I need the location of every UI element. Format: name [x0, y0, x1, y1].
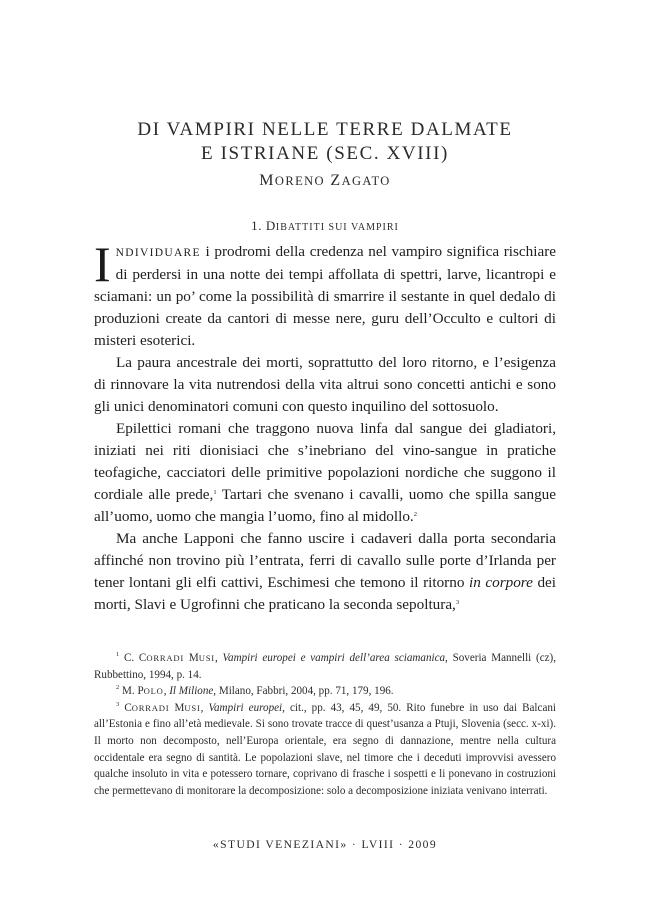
author-last-initial: Z — [330, 172, 342, 189]
author-first-initial: M — [259, 172, 275, 189]
paragraph — [94, 418, 556, 528]
drop-cap: I — [94, 236, 111, 292]
footnote-number: 1 — [116, 651, 120, 658]
article-title-line-2: E ISTRIANE (SEC. XVIII) — [201, 143, 449, 164]
footnote-author: C — [124, 701, 132, 714]
footnote-text: , Milano, Fabbri, 2004, pp. 71, 179, 196. — [213, 685, 394, 698]
paragraph-text: Epilettici romani che traggono nuova linfa dal sangue dei gladiatori, iniziati nei riti dionisiaci che s’inebriano del vino-sangue in pratiche teofagiche, cacciatori delle primitive popolazioni nordiche che suggono il cordiale alle prede, — [94, 420, 556, 503]
paragraph-text: Ma anche Lapponi che fanno uscire i cadaveri dalla porta secondaria affinché non trovino più l’entrata, ferri di cavallo sulle porte d’Irlanda per tener lontani gli elfi cattivi, Eschimesi che temono il ritorno — [94, 530, 556, 591]
footnote-ref[interactable]: 3 — [455, 599, 460, 606]
footnote-title: Vampiri europei e vampiri dell’area sciamanica — [222, 652, 446, 664]
footnote-author: M. P — [122, 685, 144, 698]
footnotes — [94, 650, 556, 799]
footnote: $^2$ M. POLO, Il Milione, Milano, Fabbri, 2004, pp. 71, 179, 196. — [116, 684, 394, 698]
paragraph-text: i prodromi della credenza nel vampiro significa rischiare di perdersi in una notte dei tempi affollata di spettri, larve, licantropi e sciamani: un po’ come la possibilità di smarrire il sestante in quel dedalo di produzioni create da cantori di messe nere, guru dell’Occulto e cultori di misteri esoterici. — [94, 243, 556, 349]
section-title-rest: IBATTITI SUI VAMPIRI — [275, 222, 399, 233]
article-author — [0, 172, 650, 190]
footnote-author: M — [169, 701, 185, 714]
footnote-title: Il Milione — [169, 685, 214, 698]
footnote-number: 3 — [116, 700, 120, 708]
footnote-text: , Soveria Mannelli (cz), Rubbettino, 1994, p. 14. — [94, 652, 557, 681]
paragraph — [94, 528, 556, 616]
paragraph-text: Tartari che svenano i cavalli, uomo che spilla sangue all’uomo, uomo che mangia l’uomo, fino al midollo. — [94, 486, 556, 525]
author-last-rest: AGATO — [341, 174, 391, 188]
footnote: $^3$ CORRADI MUSI, Vampiri europei, cit., pp. 43, 45, 49, 50. Rito funebre in uso dai Balcani all’Estonia e fino all’età medievale. Si sono trovate tracce di quest’usanza a Ptuji, Slovenia (secc. x-xi). Il morto non decomposto, nell’Europa orientale, era segno di dannazione, mentre nella cultura occidentale era segno di santità. Le popolazioni slave, nel timore che i deceduti improvvisi avessero qualche insoluto in vita e potessero tornare, coprivano di frasche i sospetti e li ponevano in costruzioni che permettevano di monitorare la decomposizione: solo a decomposizione iniziata venivano interrati. — [94, 700, 556, 797]
article-body — [94, 236, 557, 616]
section-title-initial: D — [265, 218, 276, 233]
footnote: $^1$ C. CORRADI MUSI, Vampiri europei e vampiri dell’area sciamanica, Soveria Mannelli (cz), Rubbettino, 1994, p. 14. — [94, 651, 557, 681]
opening-small-caps: NDIVIDUARE — [115, 247, 201, 259]
footnote-author-sc: ORRADI — [146, 653, 185, 663]
footnote-author-sc: OLO — [143, 686, 164, 697]
italic-phrase: in corpore — [468, 574, 533, 591]
author-first-rest: ORENO — [274, 174, 325, 188]
footnote-author-sc: USI — [198, 653, 215, 663]
article-title-line-1: DI VAMPIRI NELLE TERRE DALMATE — [137, 119, 513, 140]
footnote-author-sc: ORRADI — [131, 702, 170, 713]
footnote-ref[interactable]: 2 — [413, 511, 417, 518]
footnote-author: M — [184, 652, 199, 664]
footnote-ref[interactable]: 1 — [213, 489, 217, 496]
footnote-number: 2 — [116, 684, 120, 692]
paragraph — [94, 236, 556, 352]
footnote-author-sc: USI — [184, 702, 201, 713]
footnote-text: , cit., pp. 43, 45, 49, 50. Rito funebre in uso dai Balcani all’Estonia e fino all’età medievale. Si sono trovate tracce di quest’usanza a Ptuji, Slovenia (secc. x-xi). Il morto non decomposto, nell’Europa orientale, era segno di dannazione, mentre nella cultura occidentale era segno di santità. Le popolazioni slave, nel timore che i deceduti improvvisi avessero qualche insoluto in vita e potessero tornare, coprivano di frasche i sospetti e li ponevano in costruzioni che permettevano di monitorare la decomposizione: solo a decomposizione iniziata venivano interrati. — [94, 701, 556, 797]
paragraph: La paura ancestrale dei morti, soprattutto del loro ritorno, e l’esigenza di rinnovare la vita nutrendosi della vita altrui sono concetti antichi e sono gli unici denominatori comuni con questo inquilino del sottosuolo. — [94, 354, 556, 415]
section-number: 1. — [251, 218, 263, 233]
section-heading — [0, 218, 650, 234]
running-footer: «STUDI VENEZIANI» · LVIII · 2009 — [212, 838, 438, 851]
paragraph-text: dei morti, Slavi e Ugrofinni che praticano la seconda sepoltura, — [94, 574, 557, 613]
footnote-author: C. C — [124, 652, 147, 664]
footnote-title: Vampiri europei — [208, 701, 283, 714]
